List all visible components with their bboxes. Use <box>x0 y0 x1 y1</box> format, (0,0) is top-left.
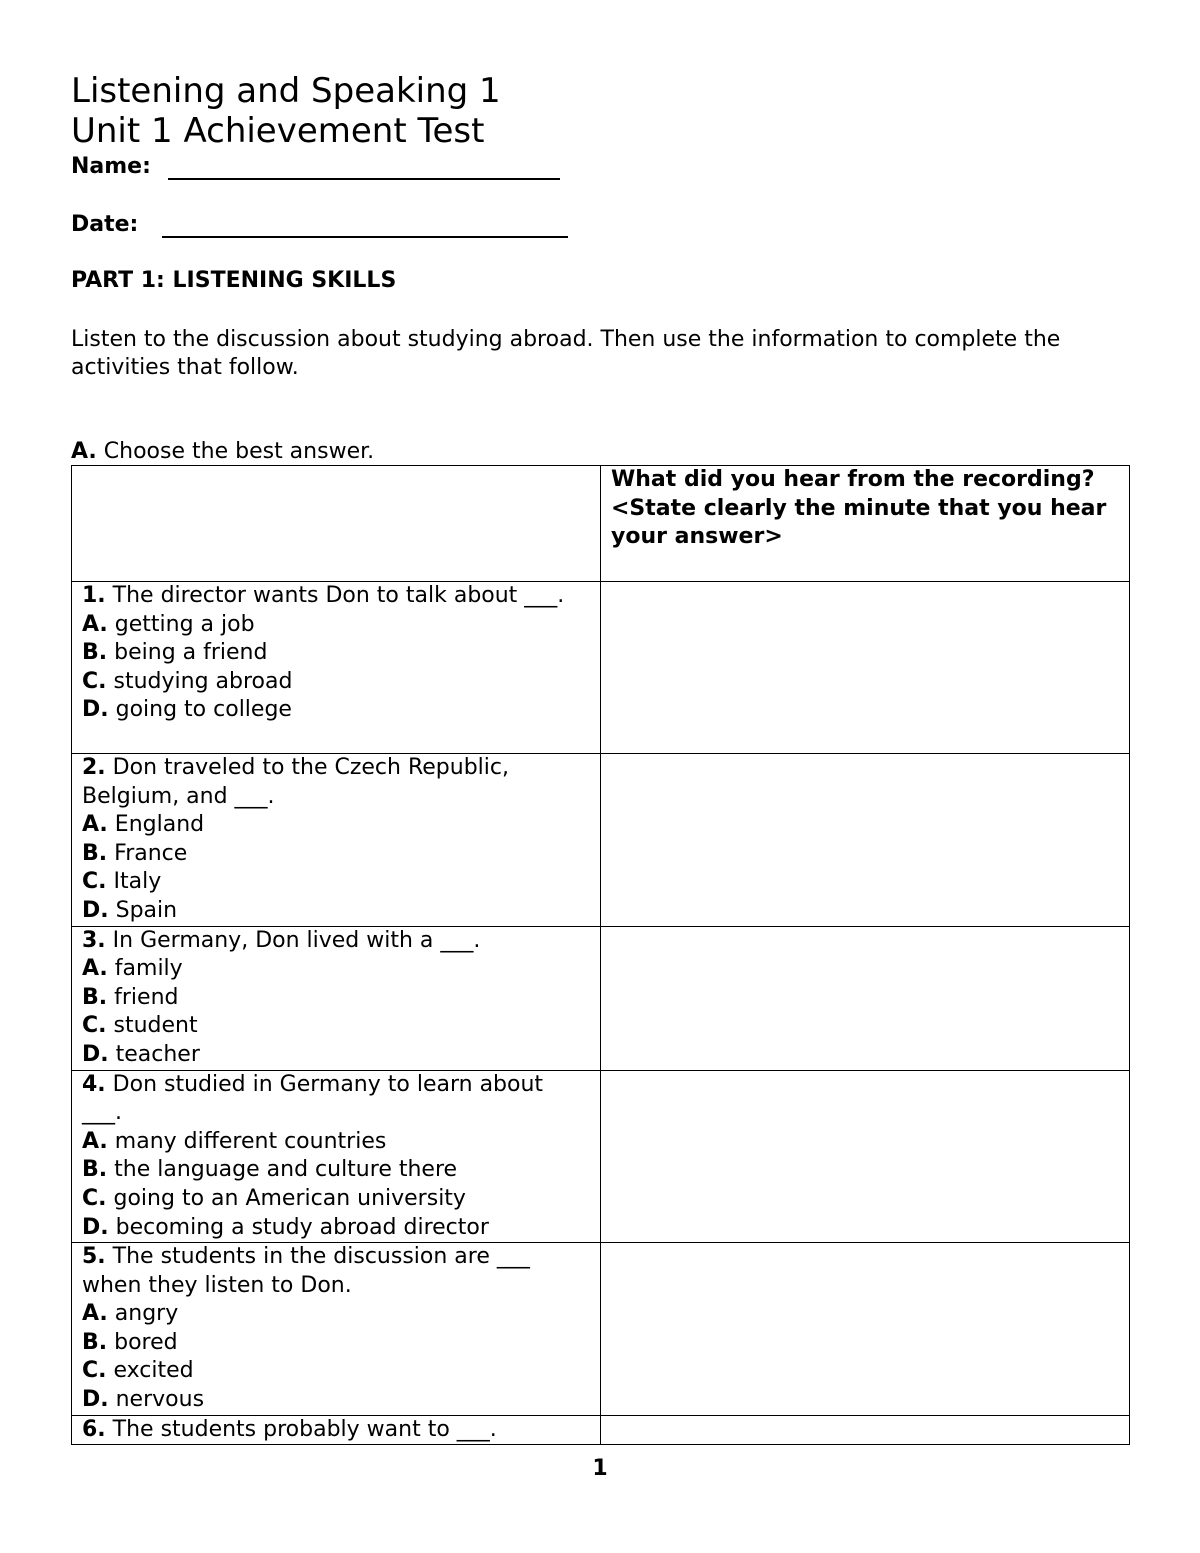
part-instructions <box>71 326 1131 382</box>
answer-option: B. friend <box>82 984 179 1010</box>
answer-option: B. the language and culture there <box>82 1157 458 1183</box>
section-letter: A. <box>71 439 97 464</box>
document-title: Listening and Speaking 1 <box>71 71 501 111</box>
table-header-row <box>72 466 1130 582</box>
page-number: 1 <box>592 1456 608 1481</box>
answer-option: C. Italy <box>82 869 162 895</box>
question-stem: 3. In Germany, Don lived with a ___. <box>82 927 481 953</box>
section-heading <box>71 439 374 464</box>
answer-option: A. many different countries <box>82 1128 387 1154</box>
answer-option: A. England <box>82 812 205 838</box>
name-field <box>71 154 151 179</box>
answer-option: C. studying abroad <box>82 668 293 694</box>
answer-option: A. family <box>82 956 183 982</box>
date-field <box>71 212 138 237</box>
question-cell <box>72 1070 601 1243</box>
question-stem: 6. The students probably want to ___. <box>82 1416 497 1442</box>
answer-option: C. student <box>82 1013 198 1039</box>
answer-option: C. excited <box>82 1358 194 1384</box>
answer-cell[interactable] <box>601 1415 1130 1445</box>
answer-cell[interactable] <box>601 754 1130 927</box>
table-row <box>72 1070 1130 1243</box>
answer-option: D. going to college <box>82 697 292 723</box>
header-cell-question <box>601 466 1130 582</box>
date-label: Date: <box>71 212 139 237</box>
answer-option: D. becoming a study abroad director <box>82 1214 489 1240</box>
instructions-line: Listen to the discussion about studying abroad. Then use the information to complete the <box>71 327 1061 352</box>
answer-option: B. France <box>82 840 188 866</box>
answer-option: A. angry <box>82 1301 179 1327</box>
table-row <box>72 754 1130 927</box>
question-stem: 1. The director wants Don to talk about ___. <box>82 583 565 608</box>
document-subtitle: Unit 1 Achievement Test <box>71 111 485 151</box>
question-stem: 4. Don studied in Germany to learn about ___. <box>82 1071 544 1126</box>
instructions-line: activities that follow. <box>71 355 299 380</box>
answer-option: B. being a friend <box>82 640 268 666</box>
answer-option: C. going to an American university <box>82 1185 466 1211</box>
question-cell <box>72 582 601 754</box>
question-cell <box>72 1415 601 1445</box>
date-blank-line[interactable] <box>162 236 568 238</box>
answer-option: A. getting a job <box>82 611 255 637</box>
header-text: What did you hear from the recording? <State clearly the minute that you hear your answer> <box>611 467 1107 550</box>
answer-cell[interactable] <box>601 1243 1130 1416</box>
answer-option: D. Spain <box>82 897 178 923</box>
answer-option: D. teacher <box>82 1041 200 1067</box>
answer-option: D. nervous <box>82 1387 205 1413</box>
table-row <box>72 1415 1130 1445</box>
question-stem: 2. Don traveled to the Czech Republic, Belgium, and ___. <box>82 755 509 809</box>
question-cell <box>72 754 601 927</box>
question-cell <box>72 1243 601 1416</box>
table-row <box>72 1243 1130 1416</box>
table-row <box>72 582 1130 754</box>
answer-cell[interactable] <box>601 926 1130 1070</box>
question-table <box>71 465 1130 1445</box>
answer-option: B. bored <box>82 1329 178 1355</box>
name-blank-line[interactable] <box>168 178 560 180</box>
section-text: Choose the best answer. <box>96 439 375 464</box>
answer-cell[interactable] <box>601 1070 1130 1243</box>
part-heading: PART 1: LISTENING SKILLS <box>71 268 397 293</box>
table-row <box>72 926 1130 1070</box>
question-stem: 5. The students in the discussion are ___ when they listen to Don. <box>82 1244 530 1298</box>
answer-cell[interactable] <box>601 582 1130 754</box>
header-cell-empty <box>72 466 601 582</box>
question-cell <box>72 926 601 1070</box>
name-label: Name: <box>71 154 151 179</box>
